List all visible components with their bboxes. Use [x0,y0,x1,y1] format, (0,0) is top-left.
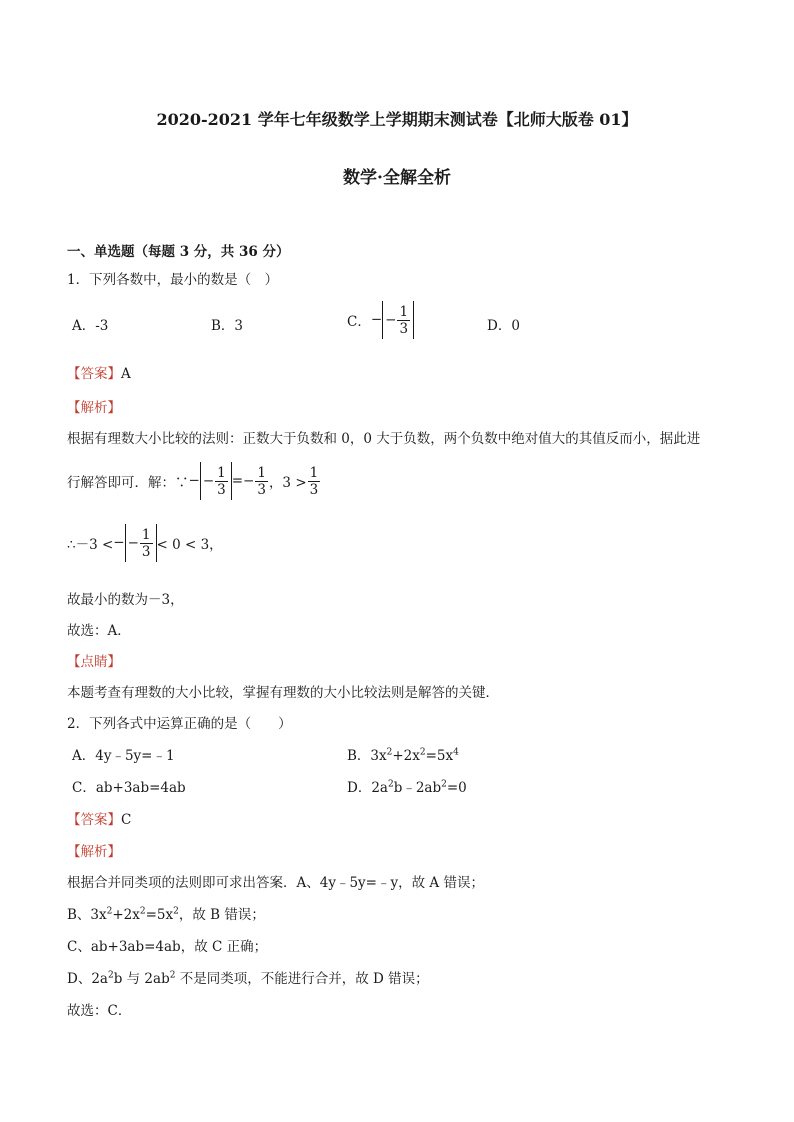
q2-option-b: B．$3x^2+2x^2=5x^4$ [347,747,459,764]
page-title: 2020-2021 学年七年级数学上学期期末测试卷【北师大版卷 01】 [156,110,638,129]
q2-answer [67,808,131,828]
q1-analysis-line3 [67,524,223,562]
q2-analysis-line4: D、$2a^2b$ 与 $2ab^2$ 不是同类项，不能进行合并，故 D 错误； [67,970,429,987]
q1-option-d: D．0 [487,318,520,334]
q1-line2-equals: = [231,473,244,489]
q1-line2-expr2: − $\frac{1}{3}$ [243,464,266,498]
q1-answer-label: 【答案】 [67,366,121,382]
q2-option-c: C．ab+3ab=4ab [72,780,186,796]
section-heading: 一、单选题（每题 3 分，共 36 分） [67,244,290,260]
q1-answer-value: A [121,366,131,382]
q1-option-a: A．-3 [72,318,109,334]
q1-comment: 本题考查有理数的大小比较，掌握有理数的大小比较法则是解答的关键． [67,685,499,701]
q1-analysis-line5: 故选：A． [67,623,131,639]
q1-option-c-expr: − − $\frac{1}{3}$ [371,301,414,339]
q1-line2-expr1: − − $\frac{1}{3}$ [189,462,232,500]
q2-analysis-label: 【解析】 [67,844,121,860]
q1-option-c-label: C． [347,314,371,330]
q1-line2-expr3: $\frac{1}{3}$ [309,464,319,498]
q2-analysis-line3: C、ab+3ab=4ab，故 C 正确； [67,939,268,955]
q2-option-a: A．4y﹣5y=﹣1 [72,748,175,764]
q1-analysis-label: 【解析】 [67,400,121,416]
q1-line3-suffix: < 0 < 3， [156,537,223,553]
q1-analysis-line4: 故最小的数为－3， [67,592,184,608]
q1-option-b: B．3 [211,318,244,334]
q2-answer-label: 【答案】 [67,812,121,828]
q1-option-c [347,301,414,339]
q1-comment-label: 【点睛】 [67,654,121,670]
q2-option-d: D．$2a^2b﹣2ab^2=0$ [347,779,467,796]
q1-line2-comparison: ，3 > [268,475,307,491]
q1-analysis-line2 [67,462,321,500]
q2-analysis-line5: 故选：C． [67,1003,132,1019]
q1-line2-prefix: 行解答即可．解：∵ [67,475,189,491]
q2-analysis-line2: B、$3x^2+2x^2=5x^2$，故 B 错误； [67,906,265,923]
q2-stem: 2．下列各式中运算正确的是（ ） [67,716,292,732]
q2-analysis-line1: 根据合并同类项的法则即可求出答案．A、4y﹣5y=﹣y，故 A 错误； [67,875,484,891]
q1-line3-prefix: ∴－3 < [67,537,114,553]
q2-answer-value: C [121,812,132,828]
q1-stem: 1．下列各数中，最小的数是（ ） [67,272,279,288]
q1-line3-expr: − − $\frac{1}{3}$ [113,524,156,562]
q1-analysis-line1: 根据有理数大小比较的法则：正数大于负数和 0，0 大于负数，两个负数中绝对值大的其值反而小，据此进 [67,431,701,447]
page-subtitle: 数学·全解全析 [343,168,451,188]
q1-answer [67,362,131,382]
